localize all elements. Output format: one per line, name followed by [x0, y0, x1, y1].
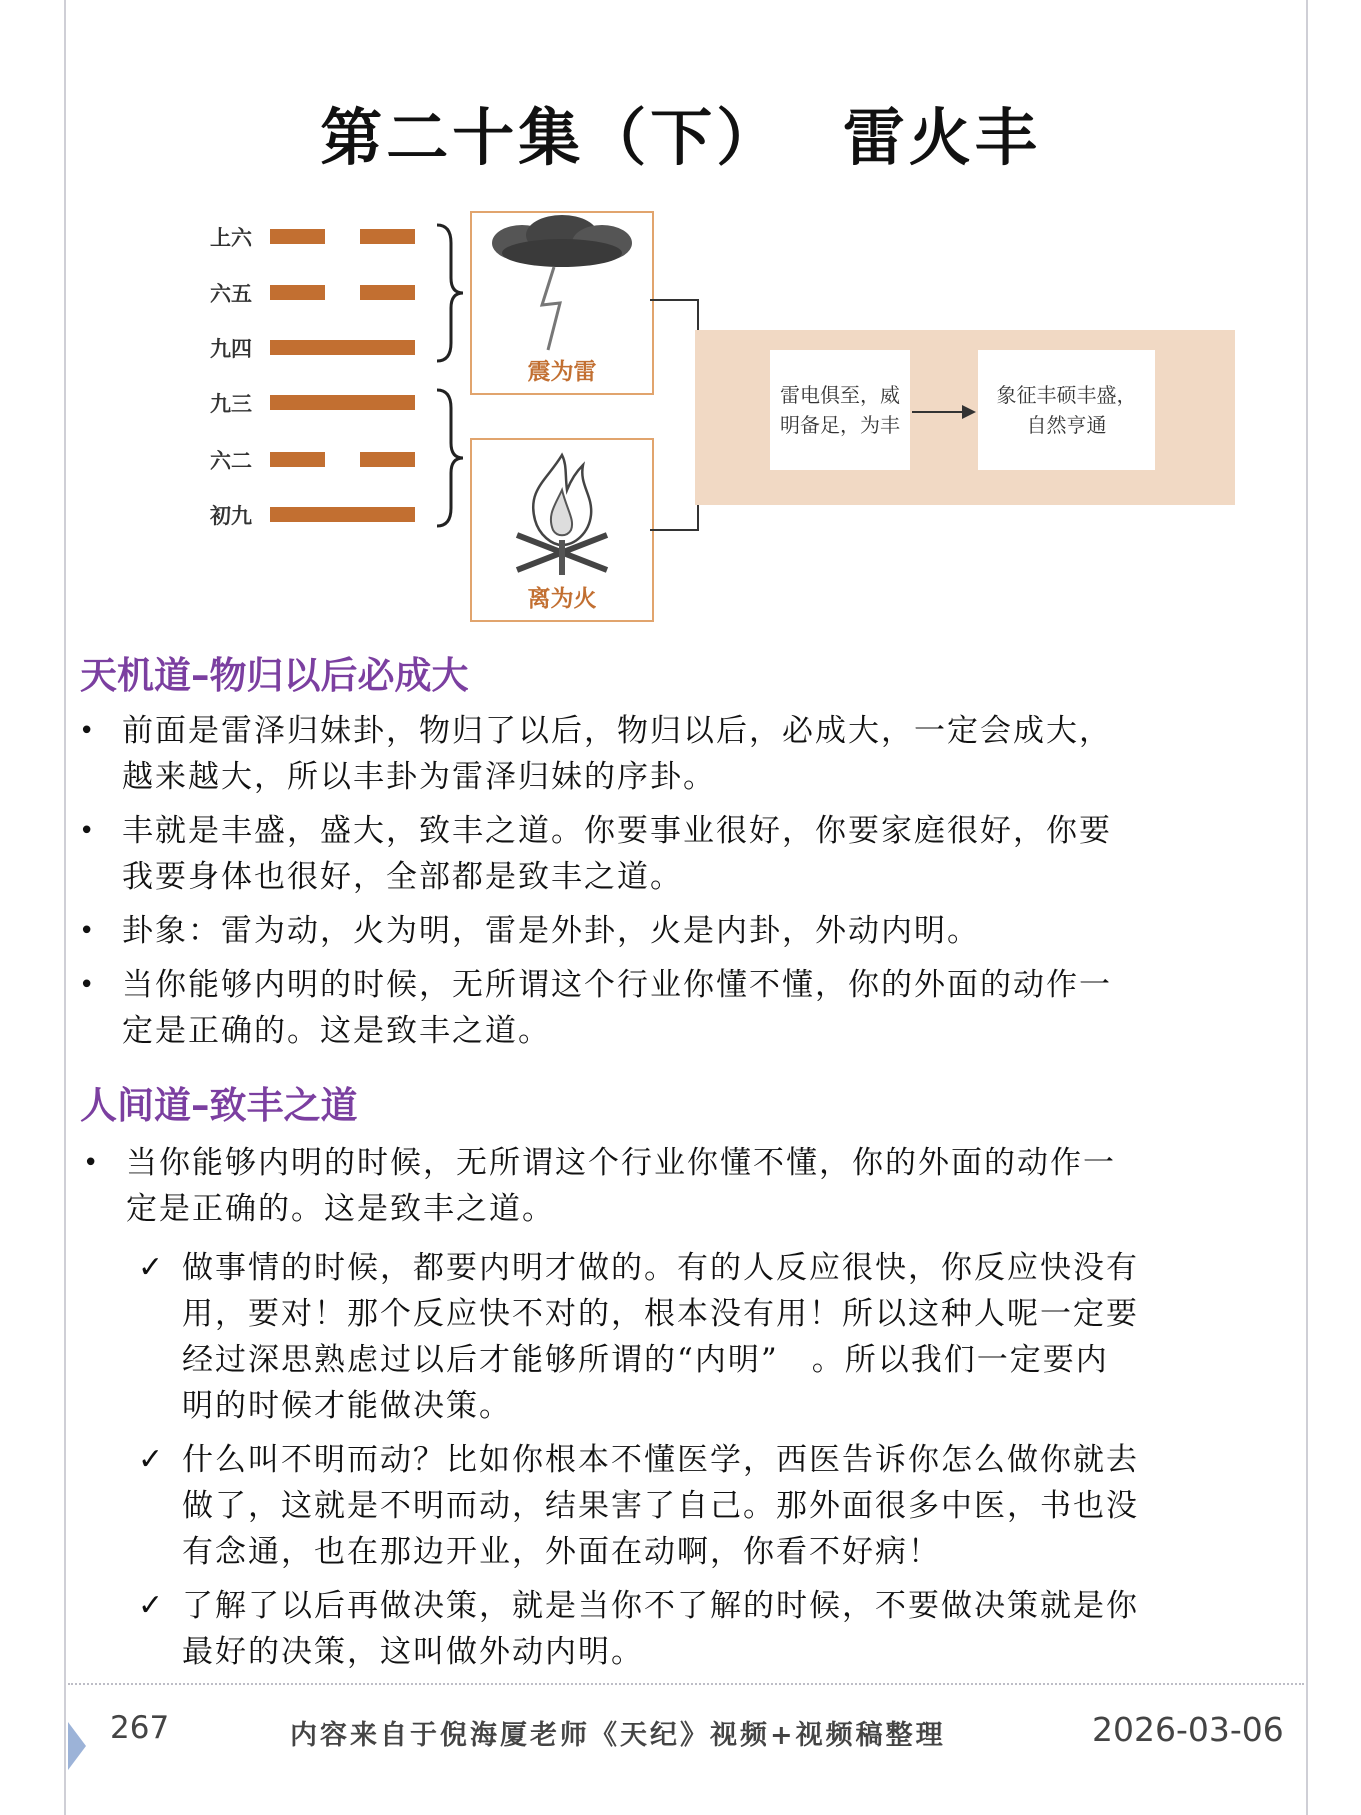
yang-line [270, 340, 415, 355]
bullet-line: 前面是雷泽归妹卦，物归了以后，物归以后，必成大，一定会成大， [122, 713, 1112, 749]
result-box-line: 自然亨通 [1026, 413, 1107, 437]
triangle-right-icon [68, 1722, 86, 1770]
bullet-dot-icon: • [79, 916, 97, 946]
hexagram-diagram [195, 205, 1255, 625]
section-heading-human: 人间道–致丰之道 [80, 1084, 358, 1127]
page-title: 第二十集（下） 雷火丰 [320, 101, 1041, 174]
page-frame-right [1306, 0, 1308, 1815]
bullet-dot-icon: • [79, 816, 97, 846]
footer-divider [68, 1683, 1304, 1685]
upper-trigram-label: 震为雷 [527, 359, 597, 385]
check-item [138, 1245, 1304, 1429]
section2-check-list [138, 1245, 1304, 1683]
bullet-item [79, 708, 1302, 800]
bullet-dot-icon: • [79, 970, 97, 1000]
line-label: 六五 [210, 282, 252, 306]
yin-line-right [360, 285, 415, 300]
result-band [695, 330, 1235, 505]
check-line: 什么叫不明而动？比如你根本不懂医学，西医告诉你怎么做你就去 [182, 1442, 1139, 1478]
check-line: 明的时候才能做决策。 [182, 1388, 512, 1424]
line-label: 九三 [210, 392, 252, 416]
lower-trigram-box [470, 438, 654, 622]
result-box-line: 象征丰硕丰盛， [996, 383, 1137, 407]
section-heading-heaven: 天机道–物归以后必成大 [80, 654, 469, 697]
bullet-line: 定是正确的。这是致丰之道。 [126, 1191, 555, 1227]
yang-line [270, 507, 415, 522]
bullet-line: 当你能够内明的时候，无所谓这个行业你懂不懂，你的外面的动作一 [122, 967, 1112, 1003]
line-label: 上六 [210, 226, 252, 250]
yin-line-left [270, 285, 325, 300]
bullet-dot-icon: • [83, 1148, 101, 1178]
line-label: 九四 [210, 337, 252, 361]
brace-lower [435, 388, 465, 528]
check-line: 经过深思熟虑过以后才能够所谓的“内明” 。所以我们一定要内 [182, 1342, 1109, 1378]
bullet-item [79, 808, 1302, 900]
brace-upper [435, 223, 465, 363]
yang-line [270, 395, 415, 410]
bullet-line: 丰就是丰盛，盛大，致丰之道。你要事业很好，你要家庭很好，你要 [122, 813, 1112, 849]
yin-line-left [270, 229, 325, 244]
checkmark-icon: ✓ [138, 1250, 166, 1285]
arrow-right-icon [910, 402, 978, 422]
bullet-item [79, 962, 1302, 1054]
result-box-thunder-lightning [770, 350, 910, 470]
lower-trigram-label: 离为火 [527, 586, 597, 612]
bullet-item [79, 908, 1302, 954]
page-number: 267 [110, 1710, 170, 1746]
bullet-line: 越来越大，所以丰卦为雷泽归妹的序卦。 [122, 759, 716, 795]
fire-icon [487, 445, 637, 580]
footer-date: 2026-03-06 [1092, 1710, 1284, 1749]
bullet-line: 我要身体也很好，全部都是致丰之道。 [122, 859, 683, 895]
bullet-line: 当你能够内明的时候，无所谓这个行业你懂不懂，你的外面的动作一 [126, 1145, 1116, 1181]
check-line: 有念通，也在那边开业，外面在动啊，你看不好病！ [182, 1534, 941, 1570]
section1-bullet-list [79, 708, 1302, 1062]
line-label: 初九 [210, 504, 252, 528]
bullet-line: 卦象：雷为动，火为明，雷是外卦，火是内卦，外动内明。 [122, 913, 980, 949]
check-line: 用，要对！那个反应快不对的，根本没有用！所以这种人呢一定要 [182, 1296, 1139, 1332]
check-line: 做事情的时候，都要内明才做的。有的人反应很快，你反应快没有 [182, 1250, 1139, 1286]
yin-line-right [360, 229, 415, 244]
checkmark-icon: ✓ [138, 1588, 166, 1623]
bullet-dot-icon: • [79, 716, 97, 746]
result-box-abundance [978, 350, 1155, 470]
check-line: 最好的决策，这叫做外动内明。 [182, 1634, 644, 1670]
check-item [138, 1583, 1304, 1675]
section2-bullet-list [83, 1140, 1306, 1240]
upper-trigram-box [470, 211, 654, 395]
checkmark-icon: ✓ [138, 1442, 166, 1477]
line-label: 六二 [210, 449, 252, 473]
result-box-line: 明备足，为丰 [780, 413, 900, 437]
yin-line-right [360, 452, 415, 467]
source-credit: 内容来自于倪海厦老师《天纪》视频+视频稿整理 [290, 1720, 946, 1751]
bullet-item [83, 1140, 1306, 1232]
page-frame-left [64, 0, 66, 1815]
check-item [138, 1437, 1304, 1575]
yin-line-left [270, 452, 325, 467]
check-line: 做了，这就是不明而动，结果害了自己。那外面很多中医，书也没 [182, 1488, 1139, 1524]
check-line: 了解了以后再做决策，就是当你不了解的时候，不要做决策就是你 [182, 1588, 1139, 1624]
bullet-line: 定是正确的。这是致丰之道。 [122, 1013, 551, 1049]
result-box-line: 雷电俱至，威 [780, 383, 900, 407]
thunder-cloud-icon [482, 215, 642, 355]
